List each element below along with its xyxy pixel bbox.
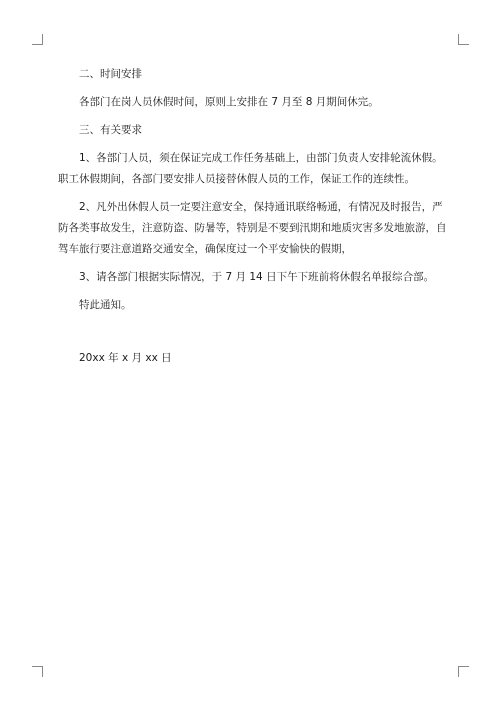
requirement-2-line-2: 防各类事故发生，注意防盗、防暑等，特别是不要到汛期和地质灾害多发地旅游，自 — [58, 222, 447, 234]
page-corner-mark-bottom-right — [458, 666, 469, 677]
requirement-1 — [58, 148, 450, 190]
requirement-1-line-2: 职工休假期间，各部门要安排人员接替休假人员的工作，保证工作的连续性。 — [58, 173, 415, 185]
section-heading-time: 二、时间安排 — [79, 68, 142, 80]
requirement-1-line-1: 1、各部门人员，须在保证完成工作任务基础上，由部门负责人安排轮流休假。 — [79, 152, 443, 164]
page-corner-mark-top-right — [458, 34, 469, 45]
document-body — [58, 64, 450, 376]
requirement-3: 3、请各部门根据实际情况，于 7 月 14 日下午下班前将休假名单报综合部。 — [79, 271, 435, 283]
requirement-2-line-3: 驾车旅行要注意道路交通安全，确保度过一个平安愉快的假期， — [58, 243, 352, 255]
closing-text: 特此通知。 — [79, 299, 132, 311]
requirement-2-line-1: 2、凡外出休假人员一定要注意安全，保持通讯联络畅通，有情况及时报告，严 — [79, 201, 443, 213]
requirement-2 — [58, 197, 450, 260]
page-corner-mark-bottom-left — [32, 666, 43, 677]
section-heading-requirements: 三、有关要求 — [79, 124, 142, 136]
document-date: 20xx 年 x 月 xx 日 — [79, 352, 172, 364]
time-arrangement-text: 各部门在岗人员休假时间，原则上安排在 7 月至 8 月期间休完。 — [79, 96, 379, 108]
page-corner-mark-top-left — [32, 34, 43, 45]
